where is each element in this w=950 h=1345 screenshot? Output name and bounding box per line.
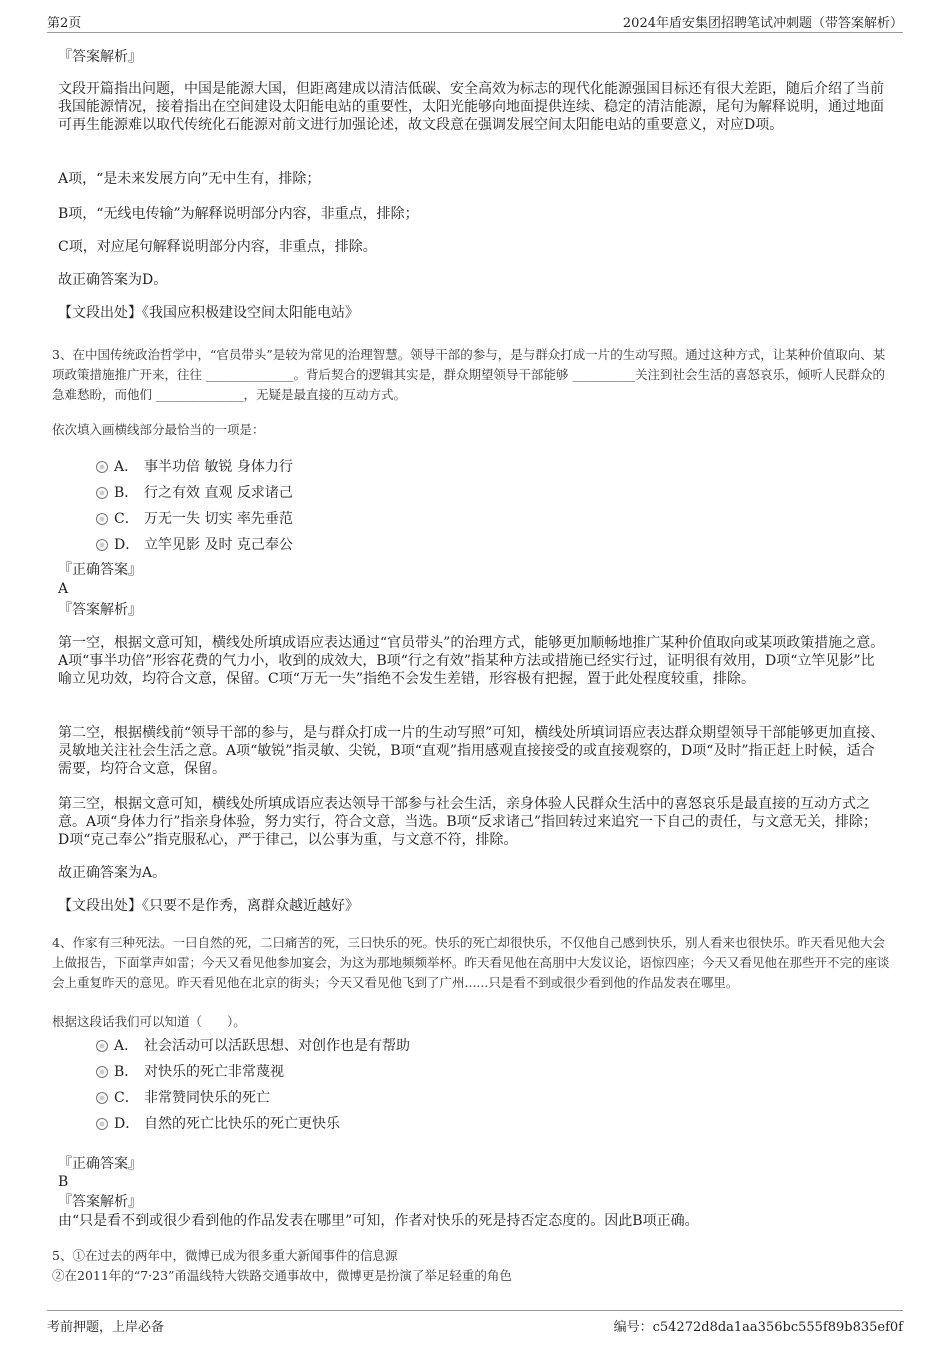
q3-analysis-p2: 第二空，根据横线前“领导干部的参与，是与群众打成一片的生动写照”可知，横线处所填词语应表达群众期望领导干部能够更加直接、灵敏地关注社会生活之意。A项“敏锐”指灵敏、尖锐，B项“直观”指用感观直接接受的或直接观察的，D项“及时”指正赶上时候，适合需要，均符合文意，保留。: [58, 725, 885, 777]
footer-slogan: 考前押题，上岸必备: [47, 1320, 165, 1335]
q5-line-1: 5、①在过去的两年中，微博已成为很多重大新闻事件的信息源: [52, 1248, 398, 1263]
q3-analysis-p1: 第一空，根据文意可知，横线处所填成语应表达通过“官员带头”的治理方式，能够更加顺畅地推广某种价值取向或某项政策措施之意。A项“事半功倍”形容花费的气力小，收到的成效大，B项“行之有效”指某种方法或措施已经实行过，证明很有效用，D项“立竿见影”比喻立见功效，均符合文意，保留。C项“万无一失”指绝不会发生差错，形容极有把握，置于此处程度较重，排除。: [58, 635, 885, 687]
q3-option-d[interactable]: D． 立竿见影 及时 克己奉公: [96, 534, 293, 554]
q4-option-c[interactable]: C． 非常赞同快乐的死亡: [96, 1087, 270, 1107]
q4-option-a[interactable]: A． 社会活动可以活跃思想、对创作也是有帮助: [96, 1035, 410, 1055]
q4-analysis-label: 『答案解析』: [58, 1194, 142, 1210]
radio-icon[interactable]: [96, 461, 108, 473]
page-footer: [47, 1310, 903, 1335]
q4-option-b[interactable]: B． 对快乐的死亡非常蔑视: [96, 1061, 284, 1081]
q2-analysis-label: 『答案解析』: [58, 49, 142, 65]
q3-prompt: 依次填入画横线部分最恰当的一项是：: [52, 422, 265, 437]
q4-analysis-text: 由“只是看不到或很少看到他的作品发表在哪里”可知，作者对快乐的死是持否定态度的。因此B项正确。: [58, 1213, 699, 1229]
page-number: 第2页: [47, 16, 82, 31]
q3-answer: A: [58, 581, 69, 597]
q4-option-d[interactable]: D． 自然的死亡比快乐的死亡更快乐: [96, 1113, 340, 1133]
q3-option-b[interactable]: B． 行之有效 直观 反求诸己: [96, 482, 293, 502]
q3-answer-label: 『正确答案』: [58, 562, 142, 578]
radio-icon[interactable]: [96, 539, 108, 551]
q5-line-2: ②在2011年的“7·23”甬温线特大铁路交通事故中，微博更是扮演了举足轻重的角色: [52, 1268, 512, 1283]
q3-analysis-label: 『答案解析』: [58, 602, 142, 618]
q3-analysis-p3: 第三空，根据文意可知，横线处所填成语应表达领导干部参与社会生活，亲身体验人民群众生活中的喜怒哀乐是最直接的互动方式之意。A项“身体力行”指亲身体验，努力实行，符合文意，当选。B项“反求诸己”指回转过来追究一下自己的责任，与文意无关，排除；D项“克己奉公”指克服私心，严于律己，以公事为重，与文意不符，排除。: [58, 796, 878, 848]
page-header: [47, 10, 903, 33]
q3-option-a[interactable]: A． 事半功倍 敏锐 身体力行: [96, 456, 293, 476]
q3-stem: 3、在中国传统政治哲学中，“官员带头”是较为常见的治理智慧。领导干部的参与，是与群众打成一片的生动写照。通过这种方式，让某种价值取向、某项政策措施推广开来，往往 ______________。背后契合的逻辑其实是，群众期望领导干部能够 __________关注到社会生活的喜怒哀乐，倾听人民群众的急难愁盼，而他们 ______________，无疑是最直接的互动方式。: [52, 347, 886, 402]
q2-analysis-text: 文段开篇指出问题，中国是能源大国，但距离建成以清洁低碳、安全高效为标志的现代化能源强国目标还有很大差距，随后介绍了当前我国能源情况，接着指出在空间建设太阳能电站的重要性，太阳光能够向地面提供连续、稳定的清洁能源，尾句为解释说明，通过地面可再生能源难以取代传统化石能源对前文进行加强论述，故文段意在强调发展空间太阳能电站的重要意义，对应D项。: [58, 81, 884, 133]
q2-option-b-note: B项，“无线电传输”为解释说明部分内容，非重点，排除；: [58, 206, 419, 222]
radio-icon[interactable]: [96, 487, 108, 499]
q3-conclusion: 故正确答案为A。: [58, 865, 167, 881]
radio-icon[interactable]: [96, 1092, 108, 1104]
radio-icon[interactable]: [96, 1066, 108, 1078]
q2-conclusion: 故正确答案为D。: [58, 272, 168, 288]
document-title: 2024年盾安集团招聘笔试冲刺题（带答案解析）: [622, 16, 903, 31]
q3-option-c[interactable]: C． 万无一失 切实 率先垂范: [96, 508, 293, 528]
q4-stem: 4、作家有三种死法。一曰自然的死，二曰痛苦的死，三曰快乐的死。快乐的死亡却很快乐，不仅他自己感到快乐，别人看来也很快乐。昨天看见他大会上做报告，下面掌声如雷；今天又看见他参加宴会，为这为那地频频举杯。昨天看见他在高朋中大发议论，语惊四座；今天又看见他在那些开不完的座谈会上重复昨天的意见。昨天看见他在北京的街头；今天又看见他飞到了广州......只是看不到或很少看到他的作品发表在哪里。: [52, 935, 890, 990]
radio-icon[interactable]: [96, 1118, 108, 1130]
q3-source: 【文段出处】《只要不是作秀，离群众越近越好》: [58, 898, 359, 914]
q2-source: 【文段出处】《我国应积极建设空间太阳能电站》: [58, 305, 359, 321]
q2-option-c-note: C项，对应尾句解释说明部分内容，非重点，排除。: [58, 239, 377, 255]
radio-icon[interactable]: [96, 1040, 108, 1052]
q4-answer: B: [58, 1174, 69, 1190]
q2-option-a-note: A项，“是未来发展方向”无中生有，排除；: [58, 171, 321, 187]
q4-answer-label: 『正确答案』: [58, 1156, 142, 1172]
q4-prompt: 根据这段话我们可以知道（ ）。: [52, 1014, 246, 1029]
radio-icon[interactable]: [96, 513, 108, 525]
document-id: 编号：c54272d8da1aa356bc555f89b835ef0f: [613, 1320, 903, 1335]
